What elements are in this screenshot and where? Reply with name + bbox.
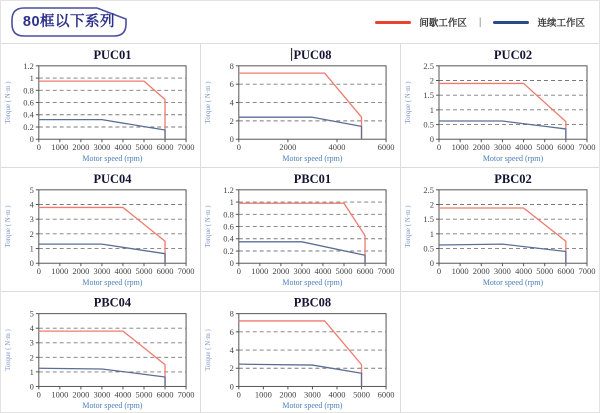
page-header [1,1,599,43]
x-tick-label: 3000 [493,266,511,277]
x-tick-label: 5000 [135,142,153,153]
x-tick-label: 6000 [557,266,575,277]
y-tick-label: 6 [229,79,234,90]
y-tick-label: 2 [229,364,234,374]
x-tick-label: 0 [236,142,241,153]
x-tick-label: 3000 [93,266,111,277]
x-tick-label: 7000 [578,142,596,153]
chart-puc02 [401,44,600,167]
y-tick-label: 4 [29,199,34,210]
y-tick-label: 0.6 [23,97,34,108]
x-tick-label: 5000 [135,390,153,400]
x-axis-label: Motor speed (rpm) [282,401,343,411]
x-tick-label: 1000 [51,142,69,153]
x-tick-label: 0 [36,266,41,277]
x-axis-label: Motor speed (rpm) [482,278,544,288]
y-tick-label: 0.6 [223,221,234,232]
y-axis-label: Torque ( N·m ) [403,81,413,124]
chart-title: PUC02 [493,47,533,62]
y-tick-label: 2.5 [423,184,434,195]
x-tick-label: 2000 [72,390,90,400]
y-tick-label: 1 [429,228,434,239]
x-tick-label: 3000 [493,142,511,153]
x-tick-label: 7000 [177,266,195,277]
empty-cell [401,292,600,413]
x-tick-label: 4000 [114,390,132,400]
y-tick-label: 0 [229,258,234,269]
x-tick-label: 7000 [377,266,395,277]
x-tick-label: 4000 [328,390,346,400]
y-tick-label: 2 [29,353,34,363]
y-tick-label: 1.2 [23,60,34,71]
x-tick-label: 5000 [536,142,554,153]
y-tick-label: 1 [229,197,234,208]
chart-cell-puc01 [1,44,201,168]
y-tick-label: 1.2 [223,184,234,195]
y-axis-label: Torque ( N·m ) [203,205,212,248]
y-tick-label: 4 [229,97,234,108]
x-tick-label: 4000 [114,266,132,277]
x-tick-label: 6000 [156,266,174,277]
x-tick-label: 5000 [353,390,370,400]
chart-cell-puc02 [401,44,600,168]
x-tick-label: 1000 [51,266,69,277]
x-tick-label: 4000 [328,142,346,153]
x-axis-label: Motor speed (rpm) [282,154,343,164]
plot-frame [39,190,186,263]
y-axis-label: Torque ( N·m ) [4,329,12,371]
y-tick-label: 1.5 [423,214,434,225]
intermittent-zone-line [39,331,165,386]
intermittent-zone-line [239,321,362,387]
x-tick-label: 3000 [293,266,311,277]
chart-puc04 [1,168,200,291]
x-axis-label: Motor speed (rpm) [82,154,143,164]
x-axis-label: Motor speed (rpm) [82,278,143,288]
page-title: 80框以下系列 [22,14,116,30]
chart-title: PBC04 [93,295,132,310]
x-tick-label: 7000 [177,390,195,400]
x-tick-label: 3000 [93,142,111,153]
chart-title: PBC08 [293,295,332,310]
y-tick-label: 0 [29,382,34,392]
chart-title: PUC04 [93,171,132,186]
chart-pbc04 [1,292,200,413]
x-tick-label: 3000 [303,390,321,400]
y-axis-label: Torque ( N·m ) [3,81,12,124]
continuous-zone-line [239,117,362,139]
x-tick-label: 1000 [51,390,69,400]
x-tick-label: 0 [36,390,41,400]
y-axis-label: Torque ( N·m ) [3,205,12,248]
x-tick-label: 0 [436,266,442,277]
plot-frame [439,190,587,263]
continuous-zone-line [39,244,165,263]
x-tick-label: 6000 [377,390,395,400]
intermittent-line-icon [375,21,411,24]
y-tick-label: 4 [29,324,34,334]
x-tick-label: 4000 [314,266,332,277]
y-tick-label: 3 [29,214,34,225]
y-tick-label: 1 [429,104,434,115]
legend-label-continuous: 连续工作区 [537,18,585,29]
y-tick-label: 2 [429,75,434,86]
y-tick-label: 0.2 [23,121,34,132]
legend [375,1,585,43]
continuous-zone-line [439,121,566,139]
chart-cell-pbc08 [201,292,401,413]
x-tick-label: 6000 [557,142,575,153]
y-tick-label: 1 [29,73,34,84]
y-tick-label: 0.5 [423,119,434,130]
chart-cell-pbc01 [201,168,401,292]
intermittent-zone-line [239,73,362,139]
y-tick-label: 0 [429,134,434,145]
y-tick-label: 1.5 [423,90,434,101]
chart-cell-pbc02 [401,168,600,292]
y-tick-label: 2 [429,199,434,210]
x-tick-label: 6000 [356,266,374,277]
x-tick-label: 2000 [272,266,290,277]
x-tick-label: 0 [436,142,442,153]
y-axis-label: Torque ( N·m ) [403,205,413,248]
x-tick-label: 7000 [177,142,195,153]
chart-pbc02 [401,168,600,291]
intermittent-zone-line [39,207,165,263]
x-tick-label: 0 [236,266,241,277]
x-tick-label: 4000 [114,142,132,153]
chart-pbc08 [201,292,400,413]
y-tick-label: 1 [29,243,34,254]
x-tick-label: 5000 [335,266,353,277]
x-tick-label: 1000 [451,266,469,277]
y-tick-label: 0 [429,258,434,269]
x-tick-label: 4000 [515,142,533,153]
x-tick-label: 2000 [72,142,90,153]
x-tick-label: 7000 [578,266,596,277]
x-tick-label: 2000 [279,390,297,400]
y-tick-label: 6 [229,327,234,337]
x-tick-label: 0 [236,390,241,400]
x-tick-label: 4000 [515,266,533,277]
y-tick-label: 0 [29,258,34,269]
y-tick-label: 2 [229,115,234,126]
y-tick-label: 0 [229,134,234,145]
chart-puc01 [1,44,200,167]
intermittent-zone-line [39,81,165,139]
x-tick-label: 6000 [156,142,174,153]
chart-pbc01 [201,168,400,291]
intermittent-zone-line [439,208,566,263]
continuous-zone-line [439,244,566,263]
x-tick-label: 1000 [451,142,469,153]
x-tick-label: 3000 [93,390,111,400]
chart-title: PBC01 [293,171,332,186]
series-title-box [11,7,127,37]
x-axis-label: Motor speed (rpm) [82,401,143,411]
y-tick-label: 5 [29,184,34,195]
x-tick-label: 0 [36,142,41,153]
x-tick-label: 5000 [536,266,554,277]
y-tick-label: 0 [229,382,234,392]
chart-cell-puc04 [1,168,201,292]
x-tick-label: 5000 [135,266,153,277]
y-tick-label: 1 [29,367,34,377]
charts-grid [1,43,600,413]
y-tick-label: 2 [29,228,34,239]
chart-cell-pbc04 [1,292,201,413]
chart-title: PUC08 [293,47,332,62]
continuous-zone-line [239,364,362,386]
y-tick-label: 0.2 [223,245,234,256]
y-tick-label: 5 [29,309,34,319]
continuous-zone-line [39,120,165,140]
intermittent-zone-line [239,203,365,263]
y-tick-label: 2.5 [423,60,434,71]
y-axis-label: Torque ( N·m ) [204,329,212,371]
x-tick-label: 2000 [472,142,490,153]
y-tick-label: 4 [229,346,234,355]
y-tick-label: 0.8 [223,209,234,220]
x-tick-label: 6000 [156,390,174,400]
y-tick-label: 8 [229,60,234,71]
y-axis-label: Torque ( N·m ) [203,81,212,124]
y-tick-label: 0 [29,134,34,145]
x-tick-label: 1000 [254,390,272,400]
y-tick-label: 8 [229,309,234,319]
y-tick-label: 3 [29,338,34,348]
x-axis-label: Motor speed (rpm) [482,154,544,164]
legend-label-intermittent: 间歇工作区 [419,18,467,29]
y-tick-label: 0.4 [23,109,34,120]
x-tick-label: 2000 [472,266,490,277]
x-tick-label: 2000 [72,266,90,277]
chart-puc08 [201,44,400,167]
legend-separator: | [478,16,482,28]
continuous-zone-line [39,368,165,386]
chart-cell-puc08 [201,44,401,168]
chart-title: PUC01 [93,47,132,62]
plot-frame [39,314,186,387]
continuous-zone-line [239,242,365,263]
x-axis-label: Motor speed (rpm) [282,278,343,288]
x-tick-label: 2000 [279,142,297,153]
y-tick-label: 0.4 [223,233,234,244]
y-tick-label: 0.5 [423,243,434,254]
chart-title: PBC02 [494,171,532,186]
y-tick-label: 0.8 [23,85,34,96]
intermittent-zone-line [439,83,566,139]
x-tick-label: 6000 [377,142,395,153]
x-tick-label: 1000 [251,266,269,277]
continuous-line-icon [493,21,529,24]
